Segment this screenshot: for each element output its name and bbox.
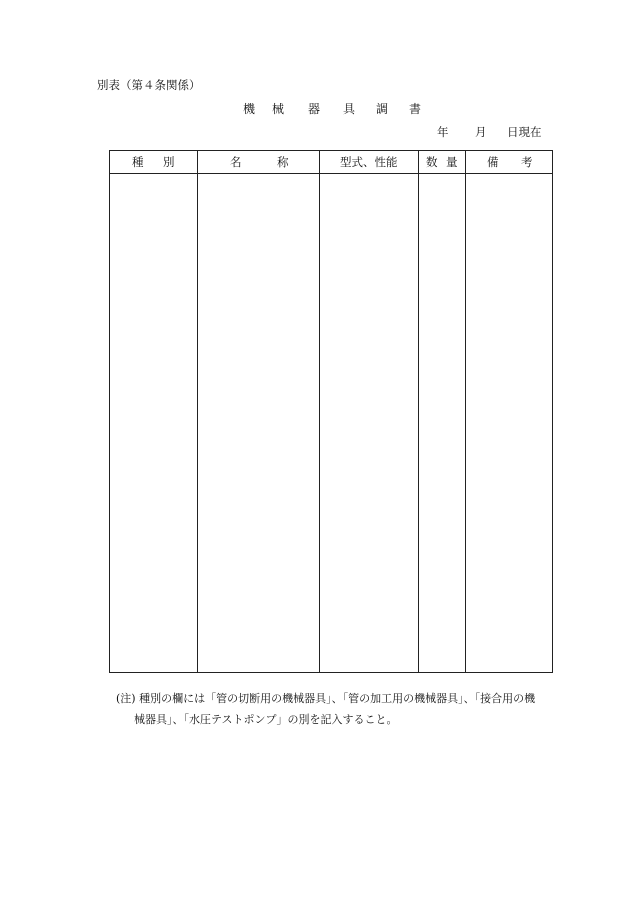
appendix-label: 別表（第４条関係） <box>97 78 201 92</box>
remarks-column-body <box>466 174 552 672</box>
header-name: 名 称 <box>230 155 289 169</box>
title-char: 器 <box>308 102 321 116</box>
title-char: 調 <box>376 102 389 116</box>
footnote-line-2: 械器具」、「水圧テストポンプ」の別を記入すること。 <box>134 713 398 726</box>
date-day: 日現在 <box>507 125 542 139</box>
date-month: 月 <box>475 125 487 139</box>
title-char: 具 <box>343 102 356 116</box>
title-char: 機 <box>243 102 256 116</box>
name-column-body <box>198 174 319 672</box>
header-quantity: 数 量 <box>426 155 458 169</box>
quantity-column-body <box>419 174 465 672</box>
model-column-body <box>320 174 418 672</box>
header-model-performance: 型式、性能 <box>340 155 398 169</box>
kind-column-body <box>110 174 197 672</box>
footnote <box>116 688 586 730</box>
header-remarks: 備 考 <box>487 155 533 169</box>
date-year: 年 <box>437 125 449 139</box>
footnote-line-1: (注) 種別の欄には「管の切断用の機械器具」、「管の加工用の機械器具」、「接合用の機 <box>116 692 536 705</box>
document-title <box>200 101 450 117</box>
equipment-table <box>109 150 553 673</box>
header-kind: 種 別 <box>132 155 175 169</box>
title-char: 械 <box>272 102 285 116</box>
title-char: 書 <box>409 102 422 116</box>
